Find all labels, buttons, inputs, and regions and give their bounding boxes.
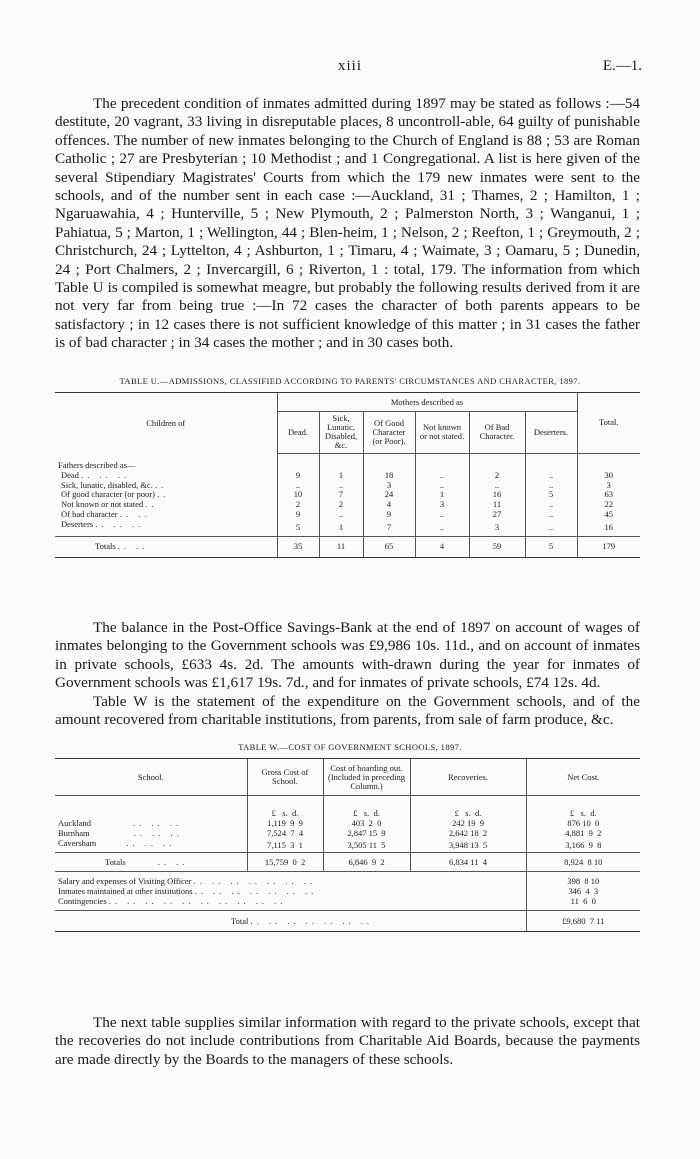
table-w-totals-row: Totals .. .. 15,759 0 2 6,846 9 2 6,834 11 4 8,924 8 10: [55, 853, 640, 872]
table-u-caption: TABLE U.—ADMISSIONS, CLASSIFIED ACCORDING TO PARENTS' CIRCUMSTANCES AND CHARACTER, 1897.: [119, 376, 581, 386]
table-w-header-recoveries: Recoveries.: [410, 759, 526, 796]
table-u-totals-row: Totals .. .. 35 11 65 4 59 5 179: [55, 536, 640, 557]
table-w-header-boarding-out: Cost of boarding out. (Included in preceding Column.): [323, 759, 410, 796]
table-row: Burnham .. .. .. 7,524 7 4 2,847 15 9 2,642 18 2 4,881 9 2: [55, 828, 640, 838]
table-u: [55, 392, 640, 558]
paragraph-table-w-intro: Table W is the statement of the expenditure on the Government schools, and of the amount recovered from charitable institutions, from parents, from sale of farm produce, &c.: [55, 693, 640, 729]
table-row: Of bad character .. .. 9 .. 9 .. 27 .. 45: [55, 510, 640, 520]
table-w-grand-total-row: Total .. .. .. .. .. .. .. £9,680 7 11: [55, 911, 640, 932]
table-u-header-sick: Sick, Lunatic, Disabled, &c.: [319, 412, 363, 454]
table-row: Auckland .. .. .. 1,119 9 9 403 2 0 242 19 9 876 10 0: [55, 818, 640, 828]
table-w: School. Gross Cost of School. Cost of boarding out. (Included in preceding Column.) Recoveries. Net Cost. £ s. d. £ s. d. £ s. d. £ s. d. Auckland .. .. .. 1,119 9 9 403 2 0 242 19 9 876 10 0 Burnham .. .. .. 7,524 7 4 2,847 15 9 2,642 18 2 4,881 9 2 Caversham .. .. .. 7,115 3 1 3,505 11 5 3,948 13 5 3,166 9 8 Totals .. .. 15,759 0 2 6,846 9 2 6,834 11 4 8,924 8 10 Salary and expenses of Visiting Officer .. .. .. .. .. .. .. 398 8 10 Inmates maintained at other institutions .. .. .. .. .. .. .. 346 4 3 Contingencies .. .. .. .. .. .. .. .. .. .. 11 6 0 Total .. .. .. .. .. .. .. £9,680 7 11: [55, 758, 640, 932]
table-u-header-total: Total.: [577, 393, 640, 454]
table-u-header-good-character: Of Good Character (or Poor).: [363, 412, 415, 454]
table-row: Not known or not stated .. 2 2 4 3 11 .. 22: [55, 500, 640, 510]
table-row: Inmates maintained at other institutions .. .. .. .. .. .. .. 346 4 3: [55, 886, 640, 896]
table-row: Sick, lunatic, disabled, &c. .. .. .. 3 .. .. .. 3: [55, 481, 640, 491]
table-w-header-net-cost: Net Cost.: [526, 759, 640, 796]
table-u-header-mothers: Mothers described as: [277, 393, 577, 412]
table-row: Caversham .. .. .. 7,115 3 1 3,505 11 5 3,948 13 5 3,166 9 8: [55, 838, 640, 853]
table-u-header-deserters: Deserters.: [525, 412, 577, 454]
table-w-caption: TABLE W.—COST OF GOVERNMENT SCHOOLS, 1897.: [238, 742, 462, 752]
table-row: Deserters .. .. .. 5 1 7 .. 3 .. 16: [55, 520, 640, 536]
table-u-header-not-known: Not known or not stated.: [415, 412, 469, 454]
page-number: xiii: [337, 58, 362, 74]
table-u-header-bad-character: Of Bad Character.: [469, 412, 525, 454]
table-u-group-label: Fathers described as—: [58, 460, 136, 470]
table-u-header-dead: Dead.: [277, 412, 319, 454]
paragraph-precedent-condition: The precedent condition of inmates admitted during 1897 may be stated as follows :—54 destitute, 20 vagrant, 33 living in disreputable places, 8 uncontroll-able, 64 guilty of punishable offences. The number of new inmates belonging to the Church of England is 88 ; 53 are Roman Catholic ; 27 are Presbyterian ; 10 Methodist ; and 1 Congregational. A list is here given of the several Stipendiary Magistrates' Courts from which the 179 new inmates were sent to the schools, and of the number sent in each case :—Auckland, 31 ; Thames, 2 ; Hamilton, 1 ; Ngaruawahia, 4 ; Hunterville, 5 ; New Plymouth, 2 ; Palmerston North, 3 ; Wanganui, 1 ; Pahiatua, 5 ; Marton, 1 ; Wellington, 44 ; Blen-heim, 1 ; Nelson, 2 ; Reefton, 1 ; Greymouth, 2 ; Christchurch, 24 ; Lyttelton, 4 ; Ashburton, 1 ; Timaru, 4 ; Waimate, 3 ; Oamaru, 5 ; Dunedin, 24 ; Port Chalmers, 2 ; Invercargill, 6 ; Riverton, 1 : total, 179. The information from which Table U is compiled is somewhat meagre, but probably the following results derived from it are not very far from being true :—In 72 cases the character of both parents appears to be satisfactory ; in 12 cases there is not sufficient knowledge of this matter ; in 31 cases the father is of bad character ; in 34 cases the mother ; and in 30 cases both.: [55, 95, 640, 352]
table-row: Of good character (or poor) .. 10 7 24 1 16 5 63: [55, 490, 640, 500]
table-w-header-gross-cost: Gross Cost of School.: [247, 759, 323, 796]
table-row: Contingencies .. .. .. .. .. .. .. .. .. .. 11 6 0: [55, 896, 640, 911]
table-row: Dead .. .. .. 9 1 18 .. 2 .. 30: [55, 471, 640, 481]
paragraph-private-schools: The next table supplies similar information with regard to the private schools, except that the recoveries do not include contributions from Charitable Aid Boards, because the payments are made directly by the Boards to the managers of these schools.: [55, 1014, 640, 1068]
table-row: Salary and expenses of Visiting Officer .. .. .. .. .. .. .. 398 8 10: [55, 872, 640, 887]
document-reference: E.—1.: [602, 58, 642, 74]
table-u-header-children: Children of: [55, 393, 277, 454]
table-w-header-school: School.: [55, 759, 247, 796]
paragraph-savings-bank: The balance in the Post-Office Savings-Bank at the end of 1897 on account of wages of inmates belonging to the Government schools was £9,986 10s. 11d., and on account of inmates in private schools, £633 4s. 2d. The amounts with-drawn during the year for inmates of Government schools was £1,617 19s. 7d., and for inmates of private schools, £74 12s. 4d.: [55, 619, 640, 692]
